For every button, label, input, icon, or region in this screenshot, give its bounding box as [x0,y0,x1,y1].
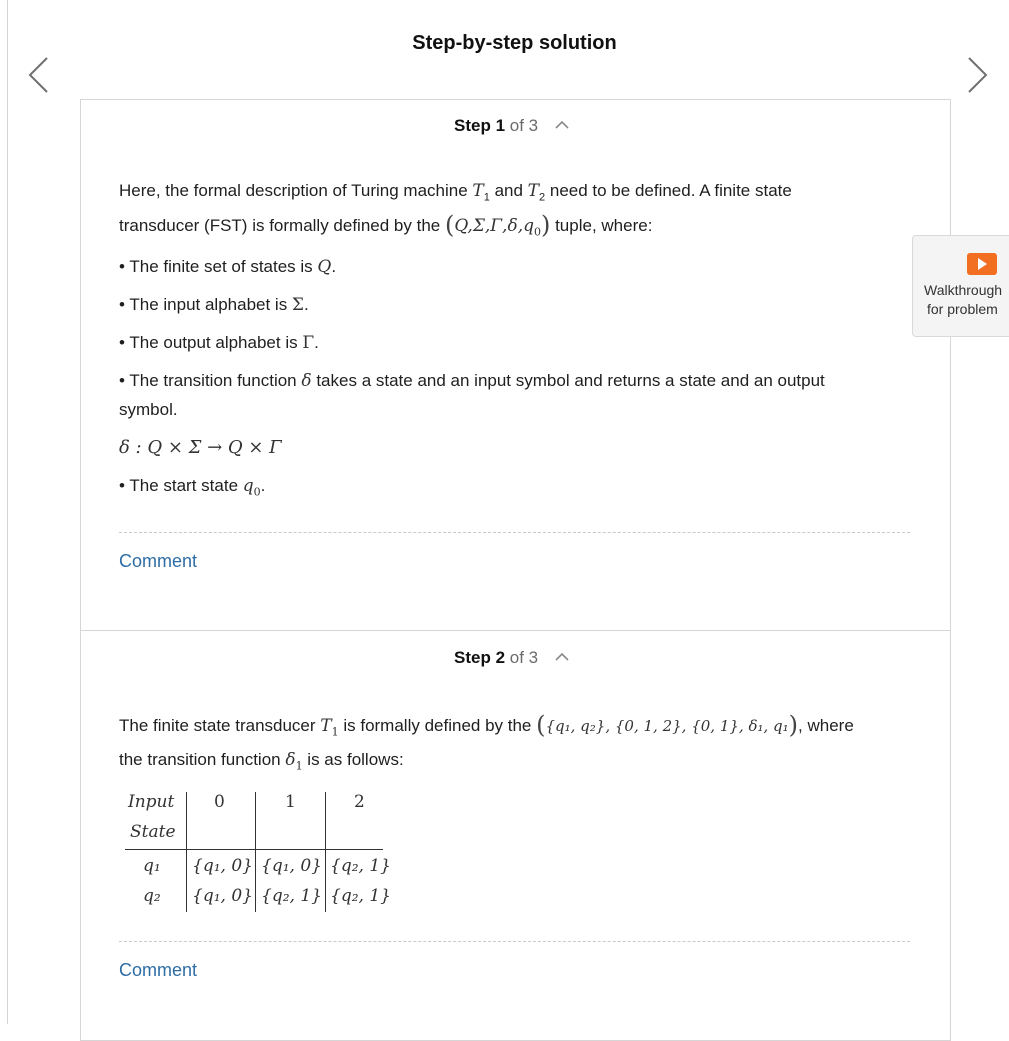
table-cell: {q₂, 1} [330,886,391,906]
transition-formula: δ : Q × Σ → Q × Γ [119,437,282,458]
bullet-states: • The finite set of states is Q. [119,257,337,277]
table-row-state: q₁ [143,856,161,876]
table-cell: {q₁, 0} [192,856,253,876]
page-title: Step-by-step solution [412,32,617,54]
table-column-header: 0 [214,792,225,812]
step1-paragraph-line1: Here, the formal description of Turing machine $T_1$ and $T_2$ need to be defined. A finite state [119,181,792,204]
step2-header[interactable] [454,648,569,668]
table-cell: {q₁, 0} [192,886,253,906]
bullet-output-alphabet: • The output alphabet is Γ. [119,333,319,353]
frame-left-border [7,0,8,1024]
next-arrow-button[interactable] [963,54,991,96]
table-cell: {q₁, 0} [261,856,322,876]
step2-line1: The finite state transducer $T_1$ is formally defined by the ({q₁, q₂}, {0, 1, 2}, {0, 1}, δ₁, q₁), where [119,711,854,739]
dashed-separator [119,532,910,533]
step1-paragraph-line2: transducer (FST) is formally defined by the $(Q,\Sigma,\Gamma,\delta,q_0)$ tuple, where: [119,211,653,239]
step2-comment-link[interactable]: Comment [119,960,198,980]
table-column-rule [186,792,187,912]
table-row-state: q₂ [143,886,161,906]
step1-header[interactable] [454,116,569,136]
bullet-transition-line2: symbol. [119,400,178,419]
table-column-rule [255,792,256,912]
chevron-left-icon [25,54,53,96]
chevron-up-icon[interactable] [555,120,569,129]
bullet-input-alphabet: • The input alphabet is Σ. [119,295,309,315]
step1-comment-link[interactable]: Comment [119,551,198,571]
step2-header-total: of 3 [509,648,539,667]
section-divider [80,630,951,631]
table-header-rule [125,849,383,850]
step1-header-number: 1 [495,116,506,135]
table-column-header: 1 [285,792,296,812]
table-corner-input: Input [128,792,175,812]
table-cell: {q₂, 1} [330,856,391,876]
walkthrough-panel[interactable] [912,235,1009,337]
table-column-rule [325,792,326,912]
bullet-start-state: • The start state $q_0$. [119,476,266,499]
walkthrough-label-line2: for problem [927,301,998,317]
chevron-up-icon[interactable] [555,652,569,661]
previous-arrow-button[interactable] [25,54,53,96]
table-cell: {q₂, 1} [261,886,322,906]
dashed-separator [119,941,910,942]
step2-line2: the transition function $\delta_1$ is as follows: [119,750,404,773]
table-corner-state: State [130,822,176,842]
walkthrough-label-line1: Walkthrough [924,282,1003,298]
bullet-transition: • The transition function δ takes a state and an input symbol and returns a state and an output [119,371,825,391]
step2-header-number: 2 [495,648,506,667]
step1-header-total: of 3 [509,116,539,135]
table-column-header: 2 [354,792,365,812]
step2-header-word: Step [454,648,491,667]
play-icon [967,253,997,275]
chevron-right-icon [963,54,991,96]
step1-header-word: Step [454,116,491,135]
